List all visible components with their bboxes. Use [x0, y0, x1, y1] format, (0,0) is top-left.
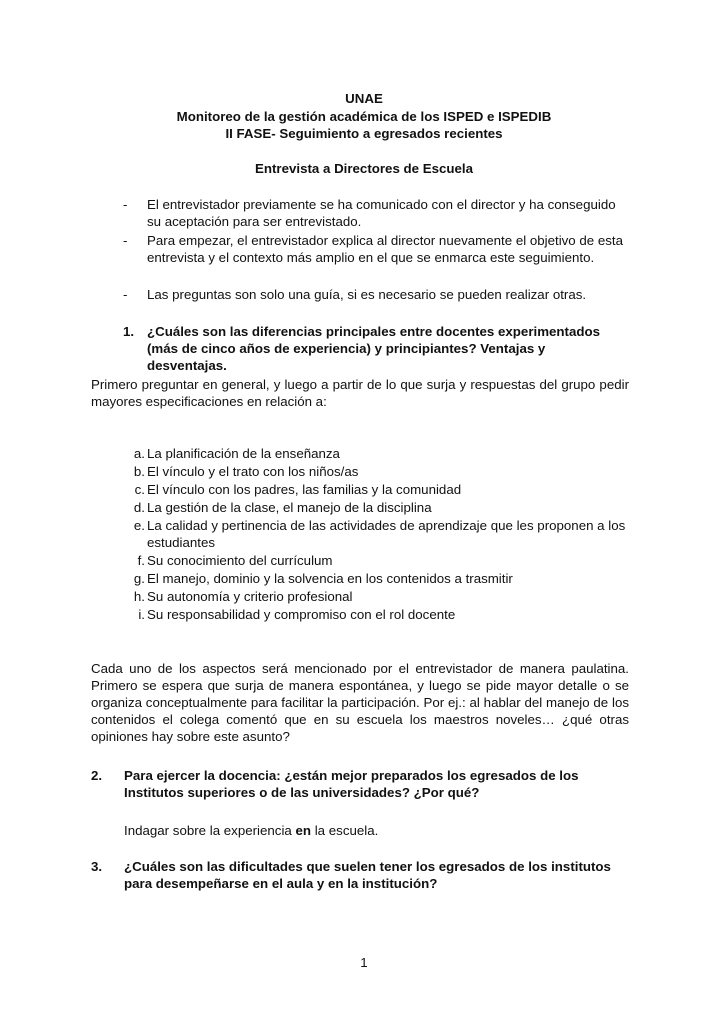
aspect-letter: b. [133, 464, 145, 479]
question-3-text: ¿Cuáles son las dificultades que suelen tener los egresados de los institutos para desempeñarse en el aula y en la institución? [124, 859, 611, 891]
instruction-bullet: - [123, 287, 128, 302]
aspect-item: La calidad y pertinencia de las actividades de aprendizaje que les proponen a los estudiantes [147, 518, 626, 550]
aspect-letter: f. [137, 553, 145, 568]
instruction-item: Las preguntas son solo una guía, si es necesario se pueden realizar otras. [147, 287, 587, 302]
note-emphasis: en [295, 823, 312, 838]
question-1-number: 1. [123, 324, 135, 339]
aspect-item: El manejo, dominio y la solvencia en los contenidos a trasmitir [147, 571, 513, 586]
instruction-bullet: - [123, 233, 128, 248]
question-2-number: 2. [91, 768, 103, 783]
aspect-item: Su autonomía y criterio profesional [147, 589, 353, 604]
instruction-item: Para empezar, el entrevistador explica al director nuevamente el objetivo de esta entrevista y el contexto más amplio en el que se enmarca este seguimiento. [147, 233, 623, 265]
aspect-item: La gestión de la clase, el manejo de la disciplina [147, 500, 432, 515]
aspect-item: Su responsabilidad y compromiso con el rol docente [147, 607, 456, 622]
question-3-number: 3. [91, 859, 103, 874]
interview-subtitle: Entrevista a Directores de Escuela [254, 161, 474, 176]
aspect-letter: i. [138, 607, 145, 622]
note-text: Indagar sobre la experiencia [124, 823, 296, 838]
explanation-paragraph: Cada uno de los aspectos será mencionado por el entrevistador de manera paulatina. Primero se espera que surja de manera espontánea, y luego se pide mayor detalle o se organiza conceptualmente para facilitar la participación. Por ej.: al hablar del manejo de los contenidos el colega comentó que en su escuela los maestros noveles… ¿qué otras opiniones hay sobre este asunto? [91, 661, 629, 744]
aspect-letter: d. [133, 500, 145, 515]
aspect-item: Su conocimiento del currículum [147, 553, 333, 568]
question-1-text: ¿Cuáles son las diferencias principales entre docentes experimentados (más de cinco años de experiencia) y principiantes? Ventajas y desventajas. [147, 324, 600, 373]
page-number: 1 [360, 955, 368, 970]
aspect-item: El vínculo con los padres, las familias y la comunidad [147, 482, 462, 497]
intro-paragraph: Primero preguntar en general, y luego a partir de lo que surja y respuestas del grupo pedir mayores especificaciones en relación a: [91, 377, 629, 409]
aspect-item: La planificación de la enseñanza [147, 446, 340, 461]
note-text: la escuela. [311, 823, 379, 838]
title-line-1: Monitoreo de la gestión académica de los ISPED e ISPEDIB [176, 109, 552, 124]
question-2-note [124, 822, 624, 839]
aspect-letter: a. [133, 446, 145, 461]
aspect-letter: c. [134, 482, 145, 497]
aspect-letter: h. [133, 589, 145, 604]
aspect-letter: e. [133, 518, 145, 533]
instruction-bullet: - [123, 197, 128, 212]
question-2-text: Para ejercer la docencia: ¿están mejor preparados los egresados de los Institutos superiores o de las universidades? ¿Por qué? [124, 768, 579, 800]
org-heading: UNAE [345, 91, 383, 106]
instruction-item: El entrevistador previamente se ha comunicado con el director y ha conseguido su aceptación para ser entrevistado. [147, 197, 616, 229]
aspect-letter: g. [133, 571, 145, 586]
aspect-item: El vínculo y el trato con los niños/as [147, 464, 359, 479]
title-line-2: II FASE- Seguimiento a egresados recientes [225, 126, 503, 141]
